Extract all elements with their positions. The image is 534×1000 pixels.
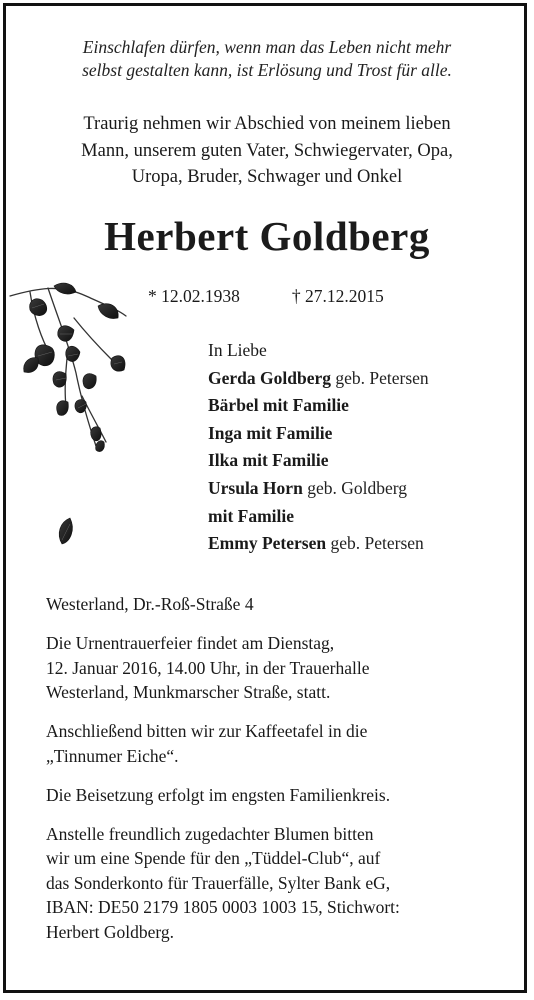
ceremony-line: Die Urnentrauerfeier findet am Dienstag,: [46, 633, 335, 653]
intro-line: Mann, unserem guten Vater, Schwiegervater, Opa,: [81, 140, 453, 161]
mourner-note: geb. Goldberg: [307, 477, 407, 498]
mourner-note: geb. Petersen: [335, 367, 429, 388]
deceased-name: Herbert Goldberg: [104, 213, 430, 259]
mourner-name: Inga mit Familie: [208, 422, 333, 443]
mourner-entry: [208, 365, 429, 393]
funeral-details: [46, 592, 514, 959]
donation-line: Anstelle freundlich zugedachter Blumen bitten: [46, 823, 374, 844]
mourner-note: geb. Petersen: [330, 533, 424, 554]
mourner-name: Gerda Goldberg: [208, 367, 331, 388]
mourner-entry: [208, 503, 429, 531]
mourner-entry: [208, 475, 429, 503]
mourner-name: mit Familie: [208, 505, 295, 526]
burial-info: Die Beisetzung erfolgt im engsten Familienkreis.: [46, 784, 391, 805]
mourner-entry: [208, 530, 429, 558]
mourner-name: Emmy Petersen: [208, 533, 327, 554]
reception-info: [46, 719, 514, 768]
donation-line: wir um eine Spende für den „Tüddel-Club“, auf: [46, 848, 381, 868]
motto-line: selbst gestalten kann, ist Erlösung und Trost für alle.: [82, 60, 452, 80]
intro-line: Traurig nehmen wir Abschied von meinem lieben: [83, 114, 451, 134]
mourner-entry: [208, 447, 429, 475]
birth-date: * 12.02.1938: [148, 286, 240, 306]
mourners-heading: In Liebe: [208, 340, 267, 360]
mourners-list: [208, 337, 429, 558]
donation-info: [46, 822, 514, 945]
reception-line: „Tinnumer Eiche“.: [46, 745, 179, 766]
motto-line: Einschlafen dürfen, wenn man das Leben nicht mehr: [82, 37, 452, 57]
life-dates: [148, 286, 384, 307]
mourner-name: Ilka mit Familie: [208, 450, 329, 471]
intro-line: Uropa, Bruder, Schwager und Onkel: [131, 167, 403, 187]
ceremony-info: [46, 631, 514, 705]
mourner-entry: [208, 392, 429, 420]
reception-line: Anschließend bitten wir zur Kaffeetafel in die: [46, 721, 368, 741]
mourner-entry: [208, 420, 429, 448]
address: Westerland, Dr.-Roß-Straße 4: [46, 594, 254, 614]
donation-line: das Sonderkonto für Trauerfälle, Sylter Bank eG,: [46, 872, 391, 893]
ceremony-line: Westerland, Munkmarscher Straße, statt.: [46, 682, 331, 702]
mourner-name: Bärbel mit Familie: [208, 395, 349, 416]
ceremony-line: 12. Januar 2016, 14.00 Uhr, in der Trauerhalle: [46, 657, 370, 678]
motto-quote: [20, 36, 514, 82]
death-date: † 27.12.2015: [291, 286, 384, 306]
mourner-name: Ursula Horn: [208, 477, 303, 498]
donation-line: IBAN: DE50 2179 1805 0003 1003 15, Stichwort:: [46, 897, 400, 917]
donation-line: Herbert Goldberg.: [46, 921, 174, 942]
leaf-branch-illustration: [8, 278, 136, 568]
farewell-intro: [20, 111, 514, 191]
